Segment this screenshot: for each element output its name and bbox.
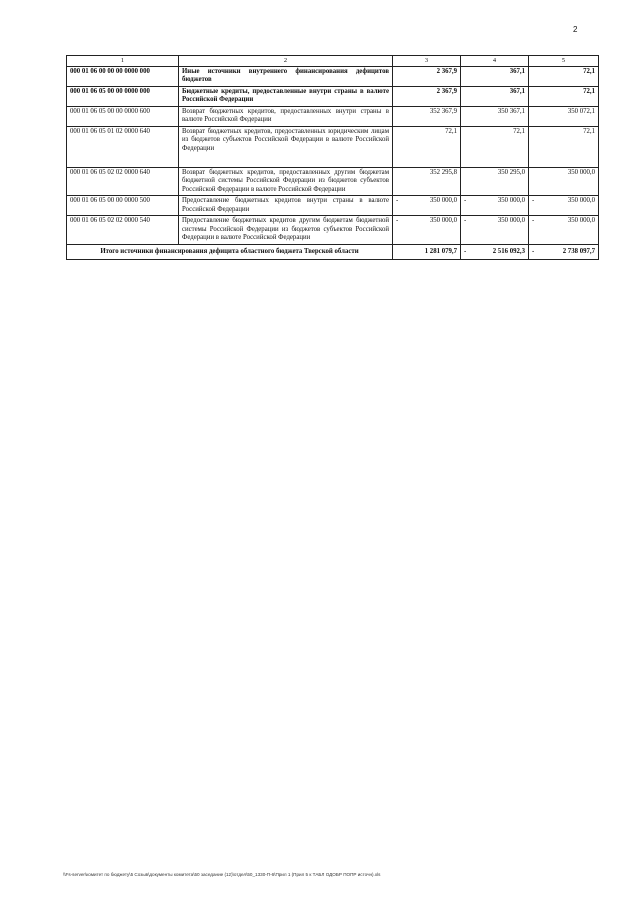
amount-col4: [461, 67, 529, 87]
amount-col4: [461, 196, 529, 216]
amount-value: 2 516 092,3: [492, 247, 525, 255]
amount-value: 72,1: [583, 127, 595, 135]
amount-value: 350 000,0: [497, 197, 525, 205]
file-path-footer: \\Fs-server\комитет по бюджету\5 Созыв\документы комитета\50 заседание (12)\отдел\50_1330-П-6\Прил 1 (Прил 5 к ТАБЛ ОДОБР ПОПР источн).xls: [63, 872, 381, 877]
column-number: 3: [393, 56, 461, 67]
table-row: [67, 196, 599, 216]
amount-value: 350 295,0: [497, 168, 525, 176]
amount-col5: [529, 196, 599, 216]
amount-value: 72,1: [583, 68, 595, 75]
minus-sign: -: [532, 247, 535, 255]
row-description: Предоставление бюджетных кредитов другим бюджетам бюджетной системы Российской Федерации из бюджетов субъектов Российской Федерации в валюте Российской Федерации: [179, 216, 393, 244]
amount-col3: [393, 67, 461, 87]
column-number: 2: [179, 56, 393, 67]
row-description: Иные источники внутреннего финансирования дефицитов бюджетов: [179, 67, 393, 87]
amount-col3: [393, 86, 461, 106]
amount-value: 350 072,1: [567, 107, 595, 115]
row-description: Возврат бюджетных кредитов, предоставленных внутри страны в валюте Российской Федерации: [179, 106, 393, 126]
total-label: Итого источники финансирования дефицита областного бюджета Тверской области: [67, 244, 393, 259]
table-row: [67, 216, 599, 244]
amount-col4: [461, 86, 529, 106]
amount-col5: [529, 67, 599, 87]
amount-value: 350 367,1: [497, 107, 525, 115]
amount-col3: [393, 167, 461, 195]
amount-value: 367,1: [509, 87, 525, 95]
budget-sources-table: [66, 55, 599, 260]
row-description: Возврат бюджетных кредитов, предоставленных юридическим лицам из бюджетов субъектов Российской Федерации в валюте Российской Федерации: [179, 126, 393, 167]
amount-col3: [393, 126, 461, 167]
amount-value: 352 367,9: [429, 107, 457, 115]
column-number: 1: [67, 56, 179, 67]
amount-value: 72,1: [583, 87, 595, 95]
amount-value: 1 281 079,7: [424, 247, 457, 255]
amount-value: 350 000,0: [429, 197, 457, 205]
budget-code: 000 01 06 05 02 02 0000 540: [67, 216, 179, 244]
row-description: Бюджетные кредиты, предоставленные внутри страны в валюте Российской Федерации: [179, 86, 393, 106]
amount-value: 367,1: [509, 68, 525, 75]
amount-value: 2 738 097,7: [562, 247, 595, 255]
amount-col5: [529, 126, 599, 167]
amount-value: 350 000,0: [567, 217, 595, 225]
column-number-row: [67, 56, 599, 67]
table-row: [67, 86, 599, 106]
amount-value: 350 000,0: [567, 168, 595, 176]
amount-col3: [393, 216, 461, 244]
table-row: [67, 106, 599, 126]
row-description: Возврат бюджетных кредитов, предоставленных другим бюджетам бюджетной системы Российской Федерации из бюджетов субъектов Российской Федерации в валюте Российской Федерации: [179, 167, 393, 195]
total-row: [67, 244, 599, 259]
column-number: 5: [529, 56, 599, 67]
minus-sign: -: [396, 197, 399, 205]
amount-col4: [461, 126, 529, 167]
budget-code: 000 01 06 05 01 02 0000 640: [67, 126, 179, 167]
total-col4: [461, 244, 529, 259]
amount-value: 350 000,0: [429, 217, 457, 225]
amount-col4: [461, 106, 529, 126]
amount-col4: [461, 167, 529, 195]
budget-code: 000 01 06 00 00 00 0000 000: [67, 67, 179, 87]
minus-sign: -: [464, 247, 467, 255]
amount-value: 350 000,0: [567, 197, 595, 205]
table-row: [67, 167, 599, 195]
table-row: [67, 126, 599, 167]
amount-col4: [461, 216, 529, 244]
page-number: 2: [573, 25, 578, 34]
amount-value: 72,1: [513, 127, 525, 135]
table-row: [67, 67, 599, 87]
row-description: Предоставление бюджетных кредитов внутри страны в валюте Российской Федерации: [179, 196, 393, 216]
budget-code: 000 01 06 05 02 02 0000 640: [67, 167, 179, 195]
amount-value: 72,1: [445, 127, 457, 135]
amount-value: 350 000,0: [497, 217, 525, 225]
minus-sign: -: [464, 197, 467, 205]
minus-sign: -: [532, 217, 535, 225]
total-col3: [393, 244, 461, 259]
budget-code: 000 01 06 05 00 00 0000 600: [67, 106, 179, 126]
minus-sign: -: [532, 197, 535, 205]
amount-value: 352 295,8: [429, 168, 457, 176]
column-number: 4: [461, 56, 529, 67]
amount-col5: [529, 167, 599, 195]
minus-sign: -: [396, 217, 399, 225]
amount-col3: [393, 106, 461, 126]
budget-code: 000 01 06 05 00 00 0000 500: [67, 196, 179, 216]
amount-col5: [529, 216, 599, 244]
minus-sign: -: [464, 217, 467, 225]
budget-code: 000 01 06 05 00 00 0000 000: [67, 86, 179, 106]
amount-col5: [529, 106, 599, 126]
amount-value: 2 367,9: [436, 68, 457, 75]
amount-col5: [529, 86, 599, 106]
total-col5: [529, 244, 599, 259]
amount-value: 2 367,9: [436, 87, 457, 95]
amount-col3: [393, 196, 461, 216]
